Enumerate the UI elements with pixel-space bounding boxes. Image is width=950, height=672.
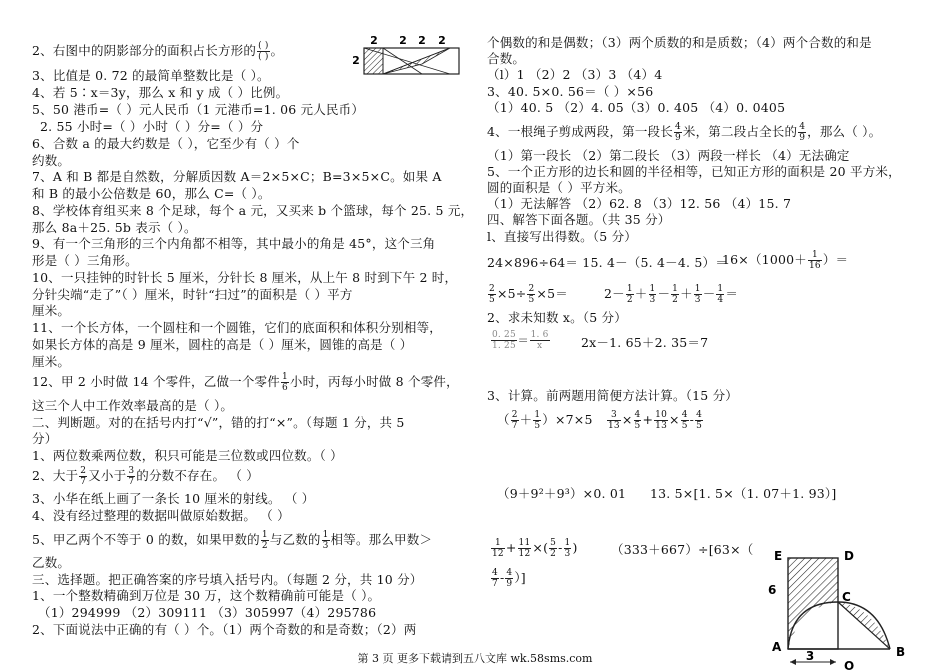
fraction-numerator: 4	[492, 568, 498, 578]
judge-3: 3、小华在纸上画了一条长 10 厘米的射线。 （ ）	[32, 491, 315, 506]
expr-text: ＋	[519, 412, 533, 427]
expr-text: 16×（1000＋	[722, 252, 807, 267]
page-footer: 第 3 页 更多下载请到五八文库 wk.58sms.com	[357, 652, 593, 665]
fraction-denominator: 16	[809, 261, 821, 271]
fraction-numerator: 3	[128, 466, 135, 476]
fraction	[488, 284, 496, 305]
expr-text: )	[572, 540, 578, 555]
fraction-numerator: 1. 6	[530, 330, 549, 340]
fraction	[564, 538, 572, 559]
choice-4-text-b: 米，第二段占全长的	[682, 124, 798, 139]
fraction-numerator: 4	[634, 410, 641, 420]
sub-1-heading: l、直接写出得数。（5 分）	[487, 229, 637, 244]
judge-2-text-b: 又小于	[88, 468, 127, 483]
choice-5-line-1: 5、一个正方形的边长和圆的半径相等，已知正方形的面积是 20 平方米，	[487, 164, 901, 179]
expr-text: -	[499, 570, 505, 585]
fraction-denominator: 5	[634, 421, 641, 431]
fraction-denominator: 3	[649, 295, 656, 305]
judge-5	[32, 530, 432, 551]
question-4: 4、若 5∶x＝3y，那么 x 和 y 成（ ）比例。	[32, 85, 289, 100]
choice-4	[487, 122, 881, 143]
fraction	[681, 410, 689, 431]
fraction	[808, 250, 822, 271]
fraction-denominator: 5	[489, 295, 495, 305]
fraction-denominator: x	[536, 341, 543, 351]
expr-text: ）×7×5	[542, 412, 593, 427]
equation-2: 2x－1. 65＋2. 35＝7	[581, 335, 709, 350]
fraction-denominator: 13	[655, 421, 668, 431]
fraction	[491, 538, 505, 559]
fraction-denominator: 9	[506, 579, 513, 589]
fraction	[798, 122, 806, 143]
label-six: 6	[768, 583, 777, 597]
expr-text: ＋	[634, 286, 648, 301]
judge-5-text-c: 相等。那么甲数＞	[330, 532, 433, 547]
judge-2	[32, 466, 259, 487]
fraction-numerator: 4	[799, 122, 806, 132]
fraction	[261, 530, 269, 551]
fraction-numerator: 1	[626, 284, 633, 294]
expr-text: ×5÷	[496, 286, 527, 301]
fraction	[654, 410, 668, 431]
expr-text: -	[689, 412, 695, 427]
label-C: C	[842, 590, 851, 604]
calc-6-cont	[490, 568, 526, 589]
fraction-denominator: 5	[681, 421, 688, 431]
fraction-numerator: 1	[261, 530, 268, 540]
expr-row-2b	[604, 284, 738, 305]
fraction-numerator: 1	[672, 284, 679, 294]
fraction-denominator: 7	[128, 477, 135, 487]
question-10-line-3: 厘米。	[32, 303, 71, 318]
fraction	[674, 122, 682, 143]
fraction	[505, 568, 513, 589]
fraction-denominator: 7	[511, 421, 518, 431]
fraction-denominator: 5	[696, 421, 703, 431]
shaded-rectangle-figure	[350, 34, 462, 76]
label-E: E	[774, 549, 783, 563]
fraction-denominator: 4	[717, 295, 724, 305]
question-2-text: 2、右图中的阴影部分的面积占长方形的	[32, 43, 257, 58]
choice-1: 1、一个整数精确到万位是 30 万，这个数精确前可能是（ ）。	[32, 588, 381, 603]
fraction	[281, 372, 289, 393]
fraction-numerator: ( )	[258, 41, 269, 51]
fraction	[79, 466, 87, 487]
expr-row-1a: 24×896÷64＝ 15. 4－（5. 4－4. 5）＝	[487, 255, 728, 270]
question-11-line-3: 厘米。	[32, 354, 71, 369]
calc-3: （9＋9²＋9³）×0. 01	[497, 486, 627, 501]
question-8-line-2: 那么 8a＋25. 5b 表示（ ）。	[32, 220, 197, 235]
fraction-numerator: 4	[674, 122, 681, 132]
expr-text: ×	[669, 412, 680, 427]
label-O: O	[844, 659, 855, 672]
question-5-line-1: 5、50 港币=（ ）元人民币（1 元港币=1. 06 元人民币）	[32, 102, 365, 117]
expr-text: ＋	[680, 286, 693, 301]
expr-text: +	[505, 540, 517, 555]
expr-text: 2－	[604, 286, 625, 301]
question-6-line-2: 约数。	[32, 153, 71, 168]
choice-4-text-a: 4、一根绳子剪成两段，第一段长	[487, 124, 673, 139]
expr-text: （	[497, 412, 510, 427]
fraction	[257, 41, 269, 62]
fraction-numerator: 4	[681, 410, 688, 420]
expr-text: ×5＝	[536, 286, 568, 301]
equation-1	[490, 330, 551, 351]
expr-text: ＝	[725, 286, 739, 301]
fraction	[518, 538, 532, 559]
choice-3-options: （1）40. 5 （2）4. 05（3）0. 405 （4）0. 0405	[487, 100, 786, 115]
top-label-1: 2	[370, 34, 378, 47]
question-11-line-1: 11、一个长方体，一个圆柱和一个圆锥，它们的底面积和体积分别相等，	[32, 320, 443, 335]
section-4-heading: 四、解答下面各题。（共 35 分）	[487, 212, 671, 227]
fraction	[527, 284, 535, 305]
fraction	[533, 410, 541, 431]
fraction-denominator: 2	[672, 295, 679, 305]
choice-1-options: （1）294999 （2）309111 （3）305997（4）295786	[38, 605, 377, 620]
shaded-region	[364, 48, 383, 74]
judge-5-text-b: 与乙数的	[269, 532, 321, 547]
fraction-denominator: 2	[261, 541, 268, 551]
expr-text: ×	[621, 412, 633, 427]
fraction-numerator: 10	[655, 410, 668, 420]
expr-row-1b	[722, 250, 848, 271]
fraction	[491, 568, 499, 589]
fraction-denominator: 5	[534, 421, 541, 431]
label-three: 3	[805, 649, 815, 663]
fraction-numerator: 2	[80, 466, 87, 476]
top-label-2: 2	[399, 34, 407, 47]
label-A: A	[772, 640, 782, 654]
fraction-numerator: 3	[607, 410, 621, 421]
question-2	[32, 41, 283, 62]
judge-1: 1、两位数乘两位数，积只可能是三位数或四位数。（ ）	[32, 448, 343, 463]
question-8-line-1: 8、学校体育组买来 8 个足球，每个 a 元，又买来 b 个篮球，每个 25. 5 元，	[32, 203, 474, 218]
question-11-line-2: 如果长方体的高是 9 厘米，圆柱的高是（ ）厘米，圆锥的高是（ ）	[32, 337, 413, 352]
question-12-line-2: 这三个人中工作效率最高的是（ ）。	[32, 398, 234, 413]
choice-4-text-c: ，那么（ ）。	[807, 124, 882, 139]
question-9-line-1: 9、有一个三角形的三个内角都不相等，其中最小的角是 45°，这个三角	[32, 236, 436, 251]
judge-5-cont: 乙数。	[32, 555, 71, 570]
choice-2-options: （l）1 （2）2 （3）3 （4）4	[487, 67, 663, 82]
fraction	[322, 530, 330, 551]
label-D: D	[844, 549, 854, 563]
top-label-3: 2	[418, 34, 426, 47]
fraction-numerator: 1	[322, 530, 329, 540]
calc-5	[490, 538, 578, 559]
fraction-denominator: 6	[281, 383, 288, 393]
expr-text: +	[642, 412, 654, 427]
fraction-denominator: 5	[528, 295, 535, 305]
fraction-numerator: 1	[491, 538, 505, 549]
choice-2: 2、下面说法中正确的有（ ）个。（1）两个奇数的和是奇数；（2）两	[32, 622, 417, 637]
expr-text: -	[558, 540, 563, 555]
fraction	[671, 284, 679, 305]
fraction-numerator: 1	[808, 250, 822, 261]
fraction	[491, 330, 517, 351]
choice-5-line-2: 圆的面积是（ ）平方米。	[487, 180, 631, 195]
expr-text: －	[702, 286, 716, 301]
section-3-heading: 三、选择题。把正确答案的序号填入括号内。（每题 2 分，共 10 分）	[32, 572, 423, 587]
sub-2-heading: 2、求未知数 x。（5 分）	[487, 310, 627, 325]
fraction-numerator: 1	[717, 284, 724, 294]
fraction-numerator: 1	[649, 284, 656, 294]
question-12-line-1	[32, 372, 459, 393]
fraction	[634, 410, 642, 431]
section-2-heading: 二、判断题。对的在括号内打“√”，错的打“×”。（每题 1 分，共 5	[32, 415, 405, 430]
judge-2-text-c: 的分数不存在。 （ ）	[136, 468, 259, 483]
expr-text: ）]	[514, 570, 526, 585]
section-2-heading-cont: 分）	[32, 431, 58, 446]
side-label: 2	[352, 54, 360, 67]
calc-4: 13. 5×[1. 5×（1. 07＋1. 93）]	[650, 486, 837, 501]
choice-3: 3、40. 5×0. 56＝（ ）×56	[487, 84, 654, 99]
fraction-denominator: 3	[322, 541, 329, 551]
fraction-denominator: 3	[564, 549, 571, 559]
choice-5-options: （1）无法解答 （2）62. 8 （3）12. 56 （4）15. 7	[487, 196, 792, 211]
fraction	[694, 284, 702, 305]
fraction-numerator: 2	[489, 284, 495, 294]
judge-2-text-a: 2、大于	[32, 468, 79, 483]
fraction	[716, 284, 724, 305]
q12-text-a: 12、甲 2 小时做 14 个零件，乙做一个零件	[32, 374, 280, 389]
judge-4: 4、没有经过整理的数据叫做原始数据。 （ ）	[32, 508, 290, 523]
expr-row-2a	[487, 284, 568, 305]
question-2-end: 。	[270, 43, 284, 58]
calc-6: （333＋667）÷[63×（	[611, 542, 754, 557]
fraction	[511, 410, 519, 431]
top-label-4: 2	[438, 34, 446, 47]
question-10-line-1: 10、一只挂钟的时针长 5 厘米，分针长 8 厘米，从上午 8 时到下午 2 时，	[32, 270, 458, 285]
fraction-numerator: 1	[534, 410, 541, 420]
fraction	[127, 466, 135, 487]
fraction	[649, 284, 657, 305]
fraction-denominator: ( )	[258, 52, 269, 62]
question-3: 3、比值是 0. 72 的最简单整数比是（ ）。	[32, 68, 270, 83]
question-9-line-2: 形是（ ）三角形。	[32, 253, 138, 268]
fraction-numerator: 11	[518, 538, 531, 548]
fraction-denominator: 12	[492, 549, 504, 559]
fraction-denominator: 7	[80, 477, 87, 487]
fraction-numerator: 4	[506, 568, 513, 578]
fraction	[530, 330, 550, 351]
fraction-numerator: 2	[528, 284, 535, 294]
equals-sign: =	[517, 332, 529, 347]
q12-text-b: 小时，丙每小时做 8 个零件，	[289, 374, 459, 389]
fraction	[607, 410, 621, 431]
expr-text: ×(	[532, 540, 549, 555]
choice-4-options: （1）第一段长 （2）第二段长 （3）两段一样长 （4）无法确定	[487, 148, 850, 163]
expr-text: ）＝	[822, 252, 849, 267]
fraction-denominator: 1. 25	[492, 341, 516, 351]
question-10-line-2: 分针尖端“走了”（ ）厘米，时针“扫过”的面积是（ ）平方	[32, 287, 353, 302]
fraction	[695, 410, 703, 431]
fraction-numerator: 1	[694, 284, 701, 294]
calc-2	[606, 410, 704, 431]
shaded-region-left	[788, 558, 838, 649]
fraction-denominator: 9	[674, 133, 681, 143]
fraction-numerator: 4	[696, 410, 703, 420]
judge-5-text-a: 5、甲乙两个不等于 0 的数，如果甲数的	[32, 532, 260, 547]
fraction-denominator: 2	[550, 549, 557, 559]
label-B: B	[896, 645, 906, 659]
fraction-denominator: 7	[492, 579, 498, 589]
fraction-numerator: 0. 25	[492, 330, 516, 340]
question-6-line-1: 6、合数 a 的最大约数是（ ），它至少有（ ）个	[32, 136, 300, 151]
choice-2-cont-2: 合数。	[487, 51, 526, 66]
fraction	[549, 538, 557, 559]
fraction-denominator: 12	[518, 549, 531, 559]
question-7-line-1: 7、A 和 B 都是自然数，分解质因数 A＝2×5×C；B=3×5×C。如果 A	[32, 169, 442, 184]
calc-1	[497, 410, 593, 431]
fraction-denominator: 13	[608, 421, 620, 431]
question-5-line-2: 2. 55 小时=（ ）小时（ ）分=（ ）分	[40, 119, 264, 134]
question-7-line-2: 和 B 的最小公倍数是 60，那么 C=（ ）。	[32, 186, 271, 201]
choice-2-cont-1: 个偶数的和是偶数；（3）两个质数的和是质数；（4）两个合数的和是	[487, 35, 872, 50]
fraction-denominator: 9	[799, 133, 806, 143]
fraction-numerator: 5	[550, 538, 557, 548]
fraction-numerator: 1	[281, 372, 288, 382]
fraction	[626, 284, 634, 305]
expr-text: －	[657, 286, 671, 301]
fraction-denominator: 2	[626, 295, 633, 305]
fraction-numerator: 2	[511, 410, 518, 420]
fraction-denominator: 3	[694, 295, 701, 305]
sub-3-heading: 3、计算。前两题用简便方法计算。（15 分）	[487, 388, 738, 403]
fraction-numerator: 1	[564, 538, 571, 548]
